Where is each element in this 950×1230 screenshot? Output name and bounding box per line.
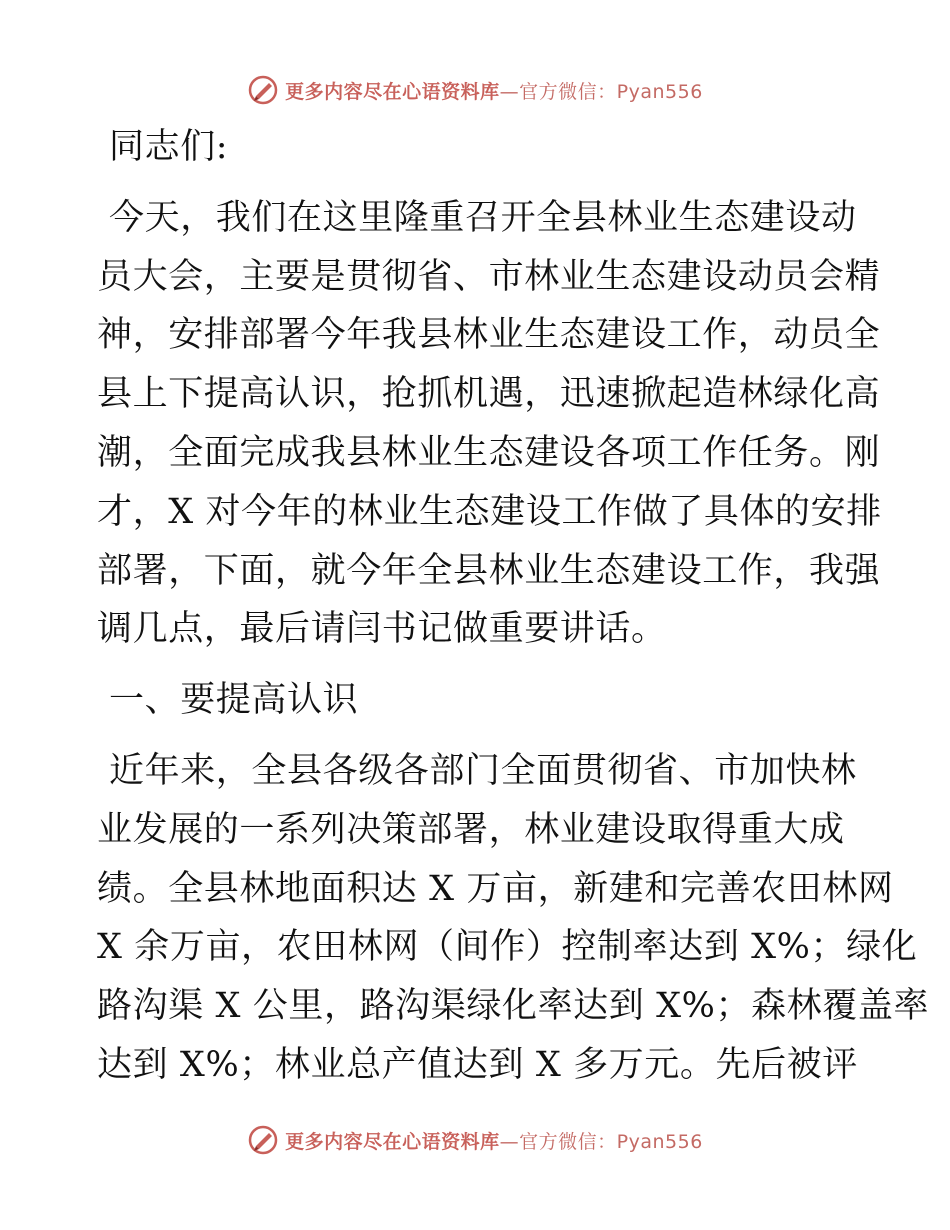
paragraph-line: X 余万亩，农田林网（间作）控制率达到 X%；绿化 (97, 927, 918, 968)
document-body (97, 118, 930, 1095)
paragraph-line: 县上下提高认识，抢抓机遇，迅速掀起造林绿化高 (97, 374, 881, 415)
paragraph-intro (97, 189, 882, 659)
paragraph-line: 路沟渠 X 公里，路沟渠绿化率达到 X%；森林覆盖率 (97, 986, 930, 1027)
paragraph-line: 才，X 对今年的林业生态建设工作做了具体的安排 (97, 491, 882, 532)
paragraph-section-one (97, 742, 930, 1095)
paragraph-line: 员大会，主要是贯彻省、市林业生态建设动员会精 (97, 256, 881, 297)
paragraph-line: 神，安排部署今年我县林业生态建设工作，动员全 (97, 315, 881, 356)
watermark-header (0, 70, 950, 110)
paragraph-line: 业发展的一系列决策部署，林业建设取得重大成 (97, 809, 845, 850)
salutation: 同志们: (109, 127, 229, 167)
watermark-separator: — (499, 1130, 520, 1153)
paragraph-line: 绩。全县林地面积达 X 万亩，新建和完善农田林网 (97, 868, 894, 909)
watermark-separator: — (499, 80, 520, 103)
section-heading: 一、要提高认识 (109, 680, 359, 721)
paragraph-line: 潮，全面完成我县林业生态建设各项工作任务。刚 (97, 432, 881, 473)
watermark-brand: 更多内容尽在心语资料库 (285, 1130, 500, 1153)
paragraph-line: 达到 X%；林业总产值达到 X 多万元。先后被评 (97, 1044, 858, 1085)
paragraph-line: 今天，我们在这里隆重召开全县林业生态建设动 (109, 197, 857, 238)
paragraph-line: 近年来，全县各级各部门全面贯彻省、市加快林 (109, 750, 857, 791)
watermark-text (285, 1127, 703, 1154)
watermark-contact: 官方微信：Pyan556 (519, 1130, 703, 1153)
pen-logo-icon (247, 74, 279, 106)
watermark-text (285, 77, 703, 104)
watermark-footer (0, 1120, 950, 1160)
watermark-contact: 官方微信：Pyan556 (519, 80, 703, 103)
paragraph-line: 部署，下面，就今年全县林业生态建设工作，我强 (97, 550, 881, 591)
watermark-brand: 更多内容尽在心语资料库 (285, 80, 500, 103)
paragraph-line: 调几点，最后请闫书记做重要讲话。 (97, 609, 667, 650)
pen-logo-icon (247, 1124, 279, 1156)
